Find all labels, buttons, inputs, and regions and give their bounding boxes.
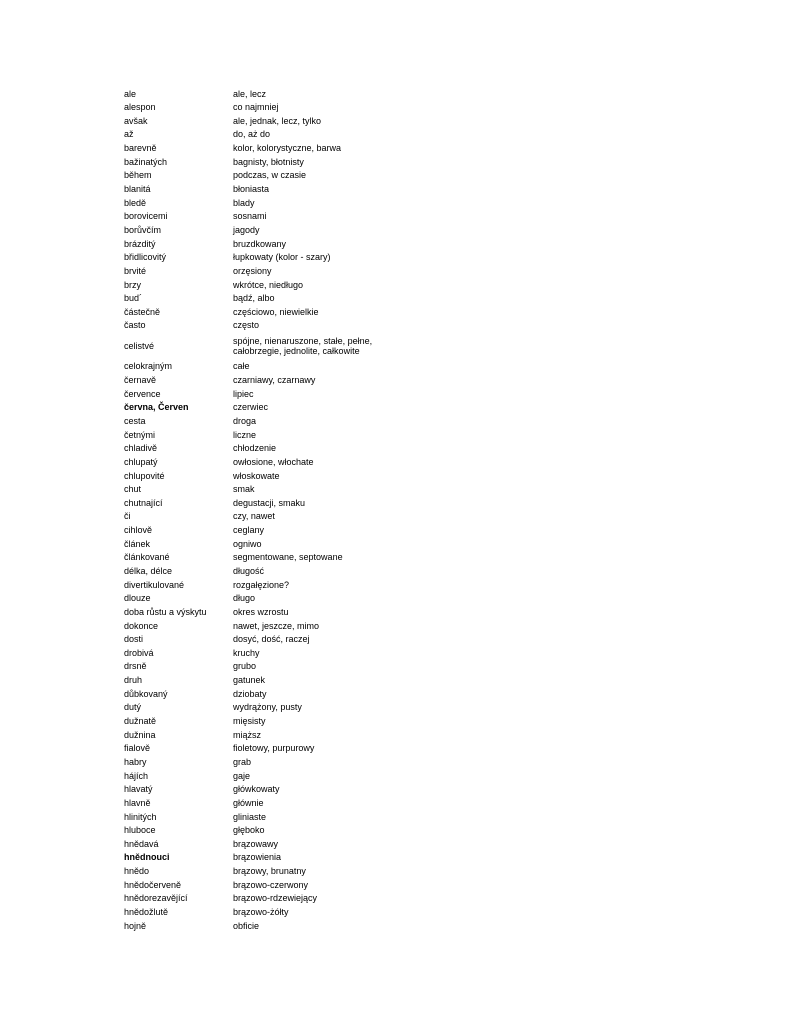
polish-translation: nawet, jeszcze, mimo: [233, 620, 320, 631]
polish-translation: główkowaty: [233, 784, 280, 795]
polish-translation: długość: [233, 566, 265, 576]
polish-translation: gliniaste: [233, 811, 267, 822]
czech-term: července: [124, 388, 161, 399]
glossary-row: [124, 851, 544, 865]
glossary-row: [124, 319, 544, 333]
glossary-row: [124, 701, 544, 715]
polish-translation: owłosione, włochate: [233, 456, 314, 467]
polish-translation: fioletowy, purpurowy: [233, 743, 315, 754]
glossary-row: [124, 810, 544, 824]
polish-translation: grubo: [233, 661, 257, 672]
polish-translation: gatunek: [233, 675, 266, 686]
glossary-row: [124, 496, 544, 510]
glossary-row: [124, 592, 544, 606]
polish-translation: orzęsiony: [233, 265, 272, 276]
polish-translation: brązowo-rdzewiejący: [233, 893, 318, 904]
glossary-row: [124, 169, 544, 183]
czech-term: hnědavá: [124, 838, 159, 849]
polish-translation: bagnisty, błotnisty: [233, 156, 304, 167]
czech-term: dlouze: [124, 593, 151, 604]
polish-translation: rozgałęzione?: [233, 579, 290, 590]
polish-translation: ogniwo: [233, 538, 262, 549]
glossary-row: [124, 223, 544, 237]
glossary-row: [124, 483, 544, 497]
polish-translation: brązowawy: [233, 838, 279, 849]
czech-term: hnědorezavějící: [124, 893, 188, 904]
czech-term: hnědočerveně: [124, 879, 182, 890]
polish-translation: brązowo-czerwony: [233, 879, 309, 890]
glossary-row: [124, 251, 544, 265]
czech-term: brvité: [124, 265, 147, 276]
glossary-row: [124, 551, 544, 565]
glossary-row: [124, 633, 544, 647]
glossary-row: [124, 428, 544, 442]
polish-translation: miąższ: [233, 729, 262, 740]
czech-term: článkované: [124, 552, 170, 563]
glossary-row: [124, 155, 544, 169]
glossary-row: [124, 619, 544, 633]
glossary-row: [124, 824, 544, 838]
czech-term: dokonce: [124, 620, 159, 631]
polish-translation: częściowo, niewielkie: [233, 306, 319, 317]
czech-term: částečně: [124, 306, 161, 317]
polish-translation: często: [233, 320, 260, 331]
glossary-row: [124, 210, 544, 224]
czech-term: hlinitých: [124, 811, 157, 822]
czech-term: hlavně: [124, 797, 151, 808]
polish-translation: spójne, nienaruszone, stałe, pełne, całobrzegie, jednolite, całkowite: [233, 335, 373, 357]
glossary-row: [124, 292, 544, 306]
czech-term: avšak: [124, 115, 148, 126]
glossary-row: [124, 905, 544, 919]
glossary-row: [124, 728, 544, 742]
polish-translation: całe: [233, 361, 250, 372]
glossary-row: [124, 919, 544, 933]
glossary-row: [124, 237, 544, 251]
glossary-row: [124, 142, 544, 156]
polish-translation: ale, jednak, lecz, tylko: [233, 115, 322, 126]
glossary-row: [124, 687, 544, 701]
czech-term: divertikulované: [124, 579, 185, 590]
czech-term: brzy: [124, 279, 142, 290]
polish-translation: bądź, albo: [233, 293, 275, 304]
glossary-row: [124, 605, 544, 619]
czech-term: hlavatý: [124, 784, 153, 795]
czech-term: délka, délce: [124, 566, 173, 576]
czech-term: celistvé: [124, 340, 155, 351]
czech-term: cesta: [124, 415, 146, 426]
glossary-row: [124, 892, 544, 906]
czech-term: borovicemi: [124, 211, 168, 222]
polish-translation: kruchy: [233, 647, 260, 658]
glossary-row: [124, 264, 544, 278]
czech-term: doba růstu a výskytu: [124, 606, 207, 617]
polish-translation: głęboko: [233, 825, 265, 836]
czech-term: dužnina: [124, 729, 156, 740]
polish-translation: mięsisty: [233, 716, 266, 727]
glossary-row: [124, 674, 544, 688]
glossary-row: [124, 196, 544, 210]
czech-term: alespon: [124, 102, 156, 113]
glossary-row: [124, 878, 544, 892]
glossary-row: [124, 305, 544, 319]
polish-translation: grab: [233, 756, 252, 767]
glossary-row: [124, 537, 544, 551]
polish-translation: dziobaty: [233, 688, 267, 699]
czech-term: či: [124, 511, 131, 522]
czech-term: hnědnouci: [124, 852, 170, 863]
polish-translation: chłodzenie: [233, 443, 277, 454]
polish-translation: okres wzrostu: [233, 606, 289, 617]
glossary-table: [124, 87, 544, 933]
polish-translation: gaje: [233, 770, 251, 781]
glossary-row: [124, 769, 544, 783]
czech-term: hájích: [124, 770, 149, 781]
glossary-row: [124, 755, 544, 769]
glossary-row: [124, 360, 544, 374]
czech-term: fialově: [124, 743, 151, 754]
czech-term: června, Červen: [124, 402, 189, 413]
glossary-row: [124, 524, 544, 538]
polish-translation: jagody: [233, 224, 260, 235]
polish-translation: ale, lecz: [233, 88, 267, 99]
glossary-row: [124, 128, 544, 142]
glossary-row: [124, 182, 544, 196]
czech-term: habry: [124, 756, 147, 767]
glossary-row: [124, 796, 544, 810]
czech-term: barevně: [124, 143, 157, 154]
czech-term: během: [124, 170, 152, 181]
czech-term: až: [124, 129, 134, 140]
czech-term: brázditý: [124, 238, 156, 249]
glossary-row: [124, 387, 544, 401]
czech-term: chlupatý: [124, 456, 158, 467]
czech-term: dutý: [124, 702, 142, 713]
czech-term: borůvčím: [124, 224, 162, 235]
glossary-row: [124, 564, 544, 578]
czech-term: hojně: [124, 920, 147, 931]
polish-translation: włoskowate: [233, 470, 280, 481]
polish-translation: podczas, w czasie: [233, 170, 307, 181]
glossary-row: [124, 87, 544, 101]
polish-translation: droga: [233, 415, 257, 426]
polish-translation: smak: [233, 484, 255, 495]
polish-translation: obficie: [233, 920, 260, 931]
polish-translation: wydrążony, pusty: [233, 702, 302, 713]
polish-translation: dosyć, dość, raczej: [233, 634, 310, 645]
polish-translation: co najmniej: [233, 102, 279, 113]
polish-translation: do, aż do: [233, 129, 271, 140]
polish-translation: kolor, kolorystyczne, barwa: [233, 143, 342, 154]
czech-term: hluboce: [124, 825, 156, 836]
polish-translation: ceglany: [233, 525, 265, 536]
glossary-row: [124, 469, 544, 483]
czech-term: dosti: [124, 634, 144, 645]
polish-translation: segmentowane, septowane: [233, 552, 343, 563]
polish-translation: brązowienia: [233, 852, 282, 863]
polish-translation: długo: [233, 593, 256, 604]
czech-term: chutnající: [124, 497, 163, 508]
polish-translation: wkrótce, niedługo: [233, 279, 304, 290]
polish-translation: lipiec: [233, 388, 254, 399]
glossary-row: [124, 714, 544, 728]
czech-term: blanitá: [124, 184, 151, 195]
glossary-row: [124, 865, 544, 879]
polish-translation: degustacji, smaku: [233, 497, 306, 508]
czech-term: ale: [124, 88, 137, 99]
czech-term: často: [124, 320, 146, 331]
polish-translation: głównie: [233, 797, 264, 808]
polish-translation: czy, nawet: [233, 511, 275, 522]
czech-term: drsně: [124, 661, 147, 672]
czech-term: hnědo: [124, 866, 150, 877]
glossary-row: [124, 510, 544, 524]
czech-term: důbkovaný: [124, 688, 168, 699]
polish-translation: blady: [233, 197, 255, 208]
glossary-row: [124, 660, 544, 674]
czech-term: článek: [124, 538, 151, 549]
glossary-row: [124, 837, 544, 851]
polish-translation: brązowo-żółty: [233, 907, 289, 918]
czech-term: četnými: [124, 429, 156, 440]
polish-translation: czerwiec: [233, 402, 269, 413]
czech-term: dužnatě: [124, 716, 157, 727]
glossary-row: [124, 455, 544, 469]
czech-term: bledě: [124, 197, 147, 208]
glossary-row: [124, 442, 544, 456]
glossary-row: [124, 578, 544, 592]
glossary-row: [124, 414, 544, 428]
polish-translation: błoniasta: [233, 184, 270, 195]
czech-term: chut: [124, 484, 142, 495]
czech-term: chlupovité: [124, 470, 165, 481]
glossary-row: [124, 114, 544, 128]
glossary-row: [124, 401, 544, 415]
glossary-row: [124, 333, 544, 360]
czech-term: celokrajným: [124, 361, 173, 372]
czech-term: druh: [124, 675, 143, 686]
czech-term: chladivě: [124, 443, 158, 454]
polish-translation: czarniawy, czarnawy: [233, 375, 316, 386]
czech-term: cihlově: [124, 525, 153, 536]
polish-translation: łupkowaty (kolor - szary): [233, 252, 331, 263]
polish-translation: liczne: [233, 429, 257, 440]
czech-term: bažinatých: [124, 156, 168, 167]
glossary-row: [124, 742, 544, 756]
polish-translation: brązowy, brunatny: [233, 866, 306, 877]
czech-term: drobivá: [124, 647, 154, 658]
glossary-row: [124, 373, 544, 387]
glossary-row: [124, 646, 544, 660]
czech-term: černavě: [124, 375, 157, 386]
czech-term: břidlicovitý: [124, 252, 167, 263]
polish-translation: sosnami: [233, 211, 267, 222]
glossary-row: [124, 278, 544, 292]
polish-translation: bruzdkowany: [233, 238, 287, 249]
czech-term: hnědožlutě: [124, 907, 169, 918]
glossary-row: [124, 101, 544, 115]
glossary-row: [124, 783, 544, 797]
czech-term: bud´: [124, 293, 143, 304]
